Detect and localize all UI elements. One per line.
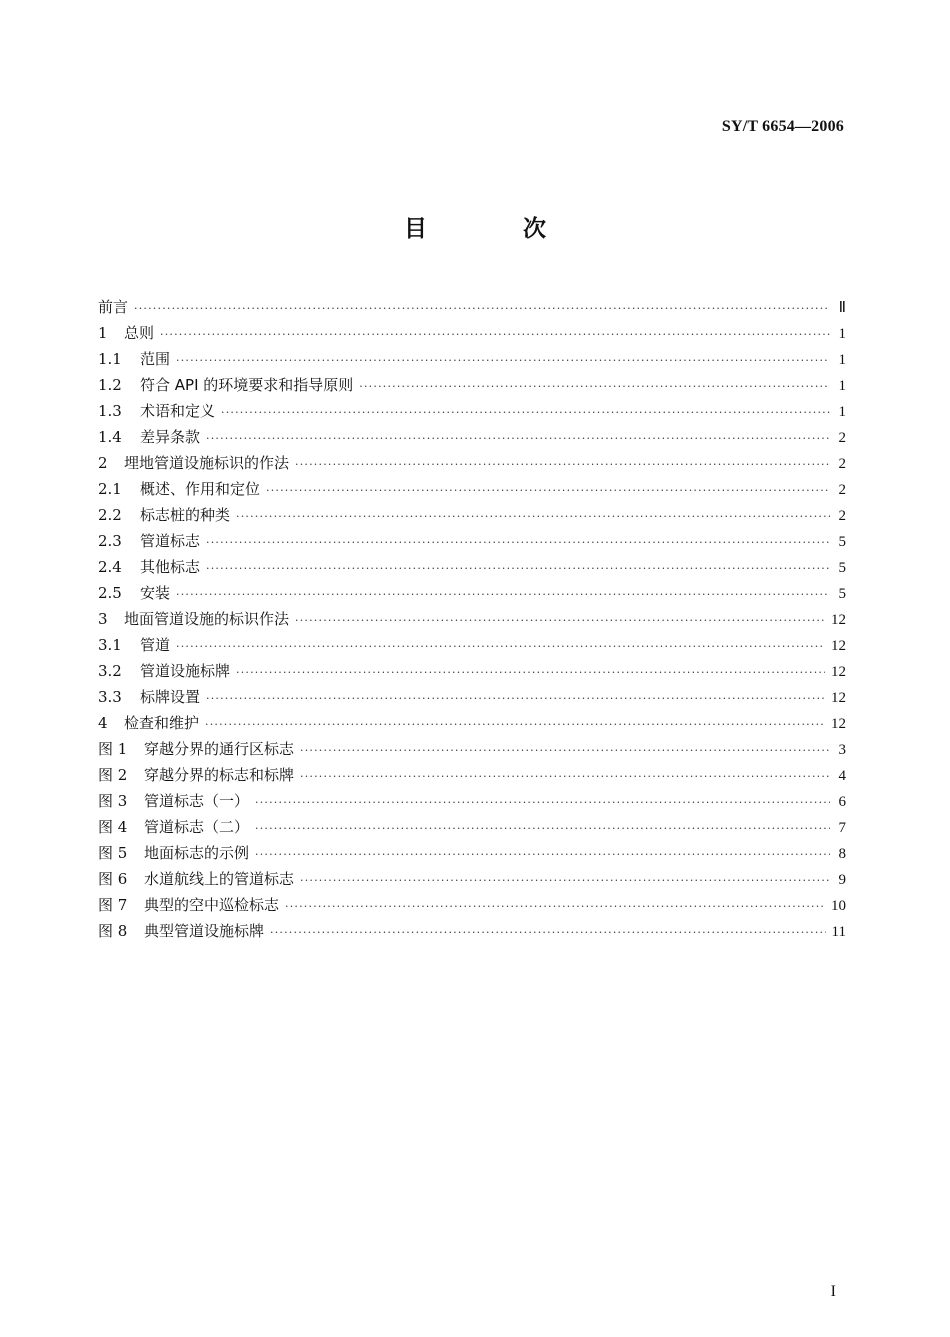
toc-entry-number: 1 bbox=[98, 324, 108, 342]
toc-entry-number: 1.4 bbox=[98, 428, 122, 446]
toc-entry-number: 图 6 bbox=[98, 870, 128, 888]
toc-entry-title: 术语和定义 bbox=[140, 402, 216, 420]
toc-entry-page: Ⅱ bbox=[838, 300, 846, 316]
toc-leader-dots bbox=[206, 556, 830, 582]
page-title: 目 次 bbox=[403, 216, 590, 242]
page-number: I bbox=[830, 1283, 836, 1300]
toc-entry[interactable] bbox=[98, 918, 846, 944]
toc-leader-dots bbox=[134, 296, 830, 322]
toc-entry-number: 图 7 bbox=[98, 896, 128, 914]
toc-entry-title: 标牌设置 bbox=[140, 688, 201, 706]
toc-entry-title: 穿越分界的通行区标志 bbox=[144, 740, 295, 758]
toc-entry-number: 2.2 bbox=[98, 506, 122, 524]
toc-entry[interactable] bbox=[98, 710, 846, 736]
toc-entry-title: 概述、作用和定位 bbox=[140, 480, 261, 498]
toc-entry-page: 2 bbox=[838, 508, 846, 524]
toc-entry-page: 5 bbox=[838, 586, 846, 602]
toc-entry-page: 10 bbox=[831, 898, 846, 914]
toc-entry-page: 2 bbox=[838, 482, 846, 498]
toc-entry-number: 3.1 bbox=[98, 636, 122, 654]
toc-entry-number: 2.4 bbox=[98, 558, 122, 576]
toc-entry-title: 水道航线上的管道标志 bbox=[144, 870, 295, 888]
toc-entry-number: 1.2 bbox=[98, 376, 122, 394]
toc-entry-page: 2 bbox=[838, 430, 846, 446]
toc-entry-number: 图 1 bbox=[98, 740, 128, 758]
toc-leader-dots bbox=[206, 686, 825, 712]
toc-entry-page: 4 bbox=[838, 768, 846, 784]
toc-entry-number: 2.5 bbox=[98, 584, 122, 602]
toc-entry-number: 3.3 bbox=[98, 688, 122, 706]
toc-entry-number: 1.1 bbox=[98, 350, 122, 368]
toc-leader-dots bbox=[255, 790, 830, 816]
toc-entry-page: 12 bbox=[831, 690, 846, 706]
toc-entry-title: 前言 bbox=[98, 298, 129, 316]
toc-entry[interactable] bbox=[98, 398, 846, 424]
toc-entry-title: 总则 bbox=[124, 324, 155, 342]
toc-entry-page: 6 bbox=[838, 794, 846, 810]
toc-entry-title: 差异条款 bbox=[140, 428, 201, 446]
toc-entry-title: 埋地管道设施标识的作法 bbox=[124, 454, 290, 472]
toc-entry[interactable] bbox=[98, 528, 846, 554]
toc-entry-title: 管道标志（二） bbox=[144, 818, 250, 836]
toc-entry-title: 典型的空中巡检标志 bbox=[144, 896, 280, 914]
toc-entry-title: 范围 bbox=[140, 350, 171, 368]
toc-entry-page: 12 bbox=[831, 664, 846, 680]
toc-leader-dots bbox=[300, 764, 830, 790]
toc-entry[interactable] bbox=[98, 606, 846, 632]
toc-entry[interactable] bbox=[98, 866, 846, 892]
toc-entry[interactable] bbox=[98, 632, 846, 658]
toc-entry-title: 管道标志（一） bbox=[144, 792, 250, 810]
toc-leader-dots bbox=[206, 426, 830, 452]
toc-entry[interactable] bbox=[98, 502, 846, 528]
table-of-contents bbox=[98, 294, 846, 944]
toc-leader-dots bbox=[255, 842, 830, 868]
toc-entry-number: 3 bbox=[98, 610, 108, 628]
toc-entry-title: 标志桩的种类 bbox=[140, 506, 231, 524]
toc-entry-title: 其他标志 bbox=[140, 558, 201, 576]
toc-entry-page: 12 bbox=[831, 638, 846, 654]
toc-entry-number: 图 3 bbox=[98, 792, 128, 810]
toc-entry[interactable] bbox=[98, 736, 846, 762]
toc-leader-dots bbox=[176, 634, 825, 660]
toc-leader-dots bbox=[300, 868, 830, 894]
toc-leader-dots bbox=[176, 582, 830, 608]
toc-entry-title: 符合 API 的环境要求和指导原则 bbox=[140, 376, 354, 394]
toc-entry[interactable] bbox=[98, 554, 846, 580]
toc-entry-title: 地面管道设施的标识作法 bbox=[124, 610, 290, 628]
toc-leader-dots bbox=[295, 608, 825, 634]
toc-entry-title: 地面标志的示例 bbox=[144, 844, 250, 862]
toc-entry-page: 9 bbox=[838, 872, 846, 888]
toc-entry-page: 1 bbox=[838, 378, 846, 394]
toc-entry-number: 2.3 bbox=[98, 532, 122, 550]
toc-entry-title: 典型管道设施标牌 bbox=[144, 922, 265, 940]
toc-entry-number: 4 bbox=[98, 714, 108, 732]
toc-entry-page: 5 bbox=[838, 560, 846, 576]
toc-entry-number: 图 4 bbox=[98, 818, 128, 836]
toc-entry[interactable] bbox=[98, 372, 846, 398]
toc-entry-title: 穿越分界的标志和标牌 bbox=[144, 766, 295, 784]
toc-entry-number: 3.2 bbox=[98, 662, 122, 680]
toc-entry[interactable] bbox=[98, 788, 846, 814]
toc-leader-dots bbox=[206, 530, 830, 556]
toc-entry[interactable] bbox=[98, 892, 846, 918]
toc-leader-dots bbox=[221, 400, 830, 426]
toc-entry[interactable] bbox=[98, 840, 846, 866]
toc-entry-page: 8 bbox=[838, 846, 846, 862]
toc-leader-dots bbox=[270, 920, 826, 946]
toc-entry[interactable] bbox=[98, 424, 846, 450]
toc-leader-dots bbox=[160, 322, 830, 348]
toc-entry-number: 2 bbox=[98, 454, 108, 472]
toc-leader-dots bbox=[295, 452, 830, 478]
toc-entry[interactable] bbox=[98, 684, 846, 710]
toc-entry-page: 1 bbox=[838, 352, 846, 368]
toc-entry-page: 12 bbox=[831, 612, 846, 628]
toc-entry-page: 11 bbox=[831, 924, 846, 940]
toc-entry-title: 检查和维护 bbox=[124, 714, 200, 732]
toc-entry[interactable] bbox=[98, 476, 846, 502]
toc-leader-dots bbox=[285, 894, 825, 920]
toc-entry-title: 管道设施标牌 bbox=[140, 662, 231, 680]
toc-entry-page: 1 bbox=[838, 404, 846, 420]
toc-entry-number: 2.1 bbox=[98, 480, 122, 498]
toc-entry-number: 图 8 bbox=[98, 922, 128, 940]
toc-entry-number: 图 5 bbox=[98, 844, 128, 862]
toc-entry[interactable] bbox=[98, 762, 846, 788]
toc-entry[interactable] bbox=[98, 814, 846, 840]
toc-leader-dots bbox=[359, 374, 830, 400]
toc-entry-page: 3 bbox=[838, 742, 846, 758]
toc-entry-title: 管道标志 bbox=[140, 532, 201, 550]
standard-code: SY/T 6654—2006 bbox=[721, 118, 844, 135]
toc-entry[interactable] bbox=[98, 346, 846, 372]
toc-entry[interactable] bbox=[98, 294, 846, 320]
toc-entry[interactable] bbox=[98, 320, 846, 346]
toc-entry[interactable] bbox=[98, 580, 846, 606]
toc-entry-title: 管道 bbox=[140, 636, 171, 654]
toc-entry-page: 7 bbox=[838, 820, 846, 836]
toc-entry[interactable] bbox=[98, 450, 846, 476]
toc-entry-page: 1 bbox=[838, 326, 846, 342]
toc-leader-dots bbox=[176, 348, 830, 374]
toc-entry-page: 5 bbox=[838, 534, 846, 550]
toc-leader-dots bbox=[236, 504, 830, 530]
toc-entry[interactable] bbox=[98, 658, 846, 684]
toc-leader-dots bbox=[236, 660, 825, 686]
toc-entry-page: 2 bbox=[838, 456, 846, 472]
toc-entry-page: 12 bbox=[831, 716, 846, 732]
toc-entry-number: 图 2 bbox=[98, 766, 128, 784]
toc-leader-dots bbox=[205, 712, 825, 738]
toc-leader-dots bbox=[300, 738, 830, 764]
toc-leader-dots bbox=[255, 816, 830, 842]
toc-entry-number: 1.3 bbox=[98, 402, 122, 420]
toc-entry-title: 安装 bbox=[140, 584, 171, 602]
toc-leader-dots bbox=[266, 478, 830, 504]
